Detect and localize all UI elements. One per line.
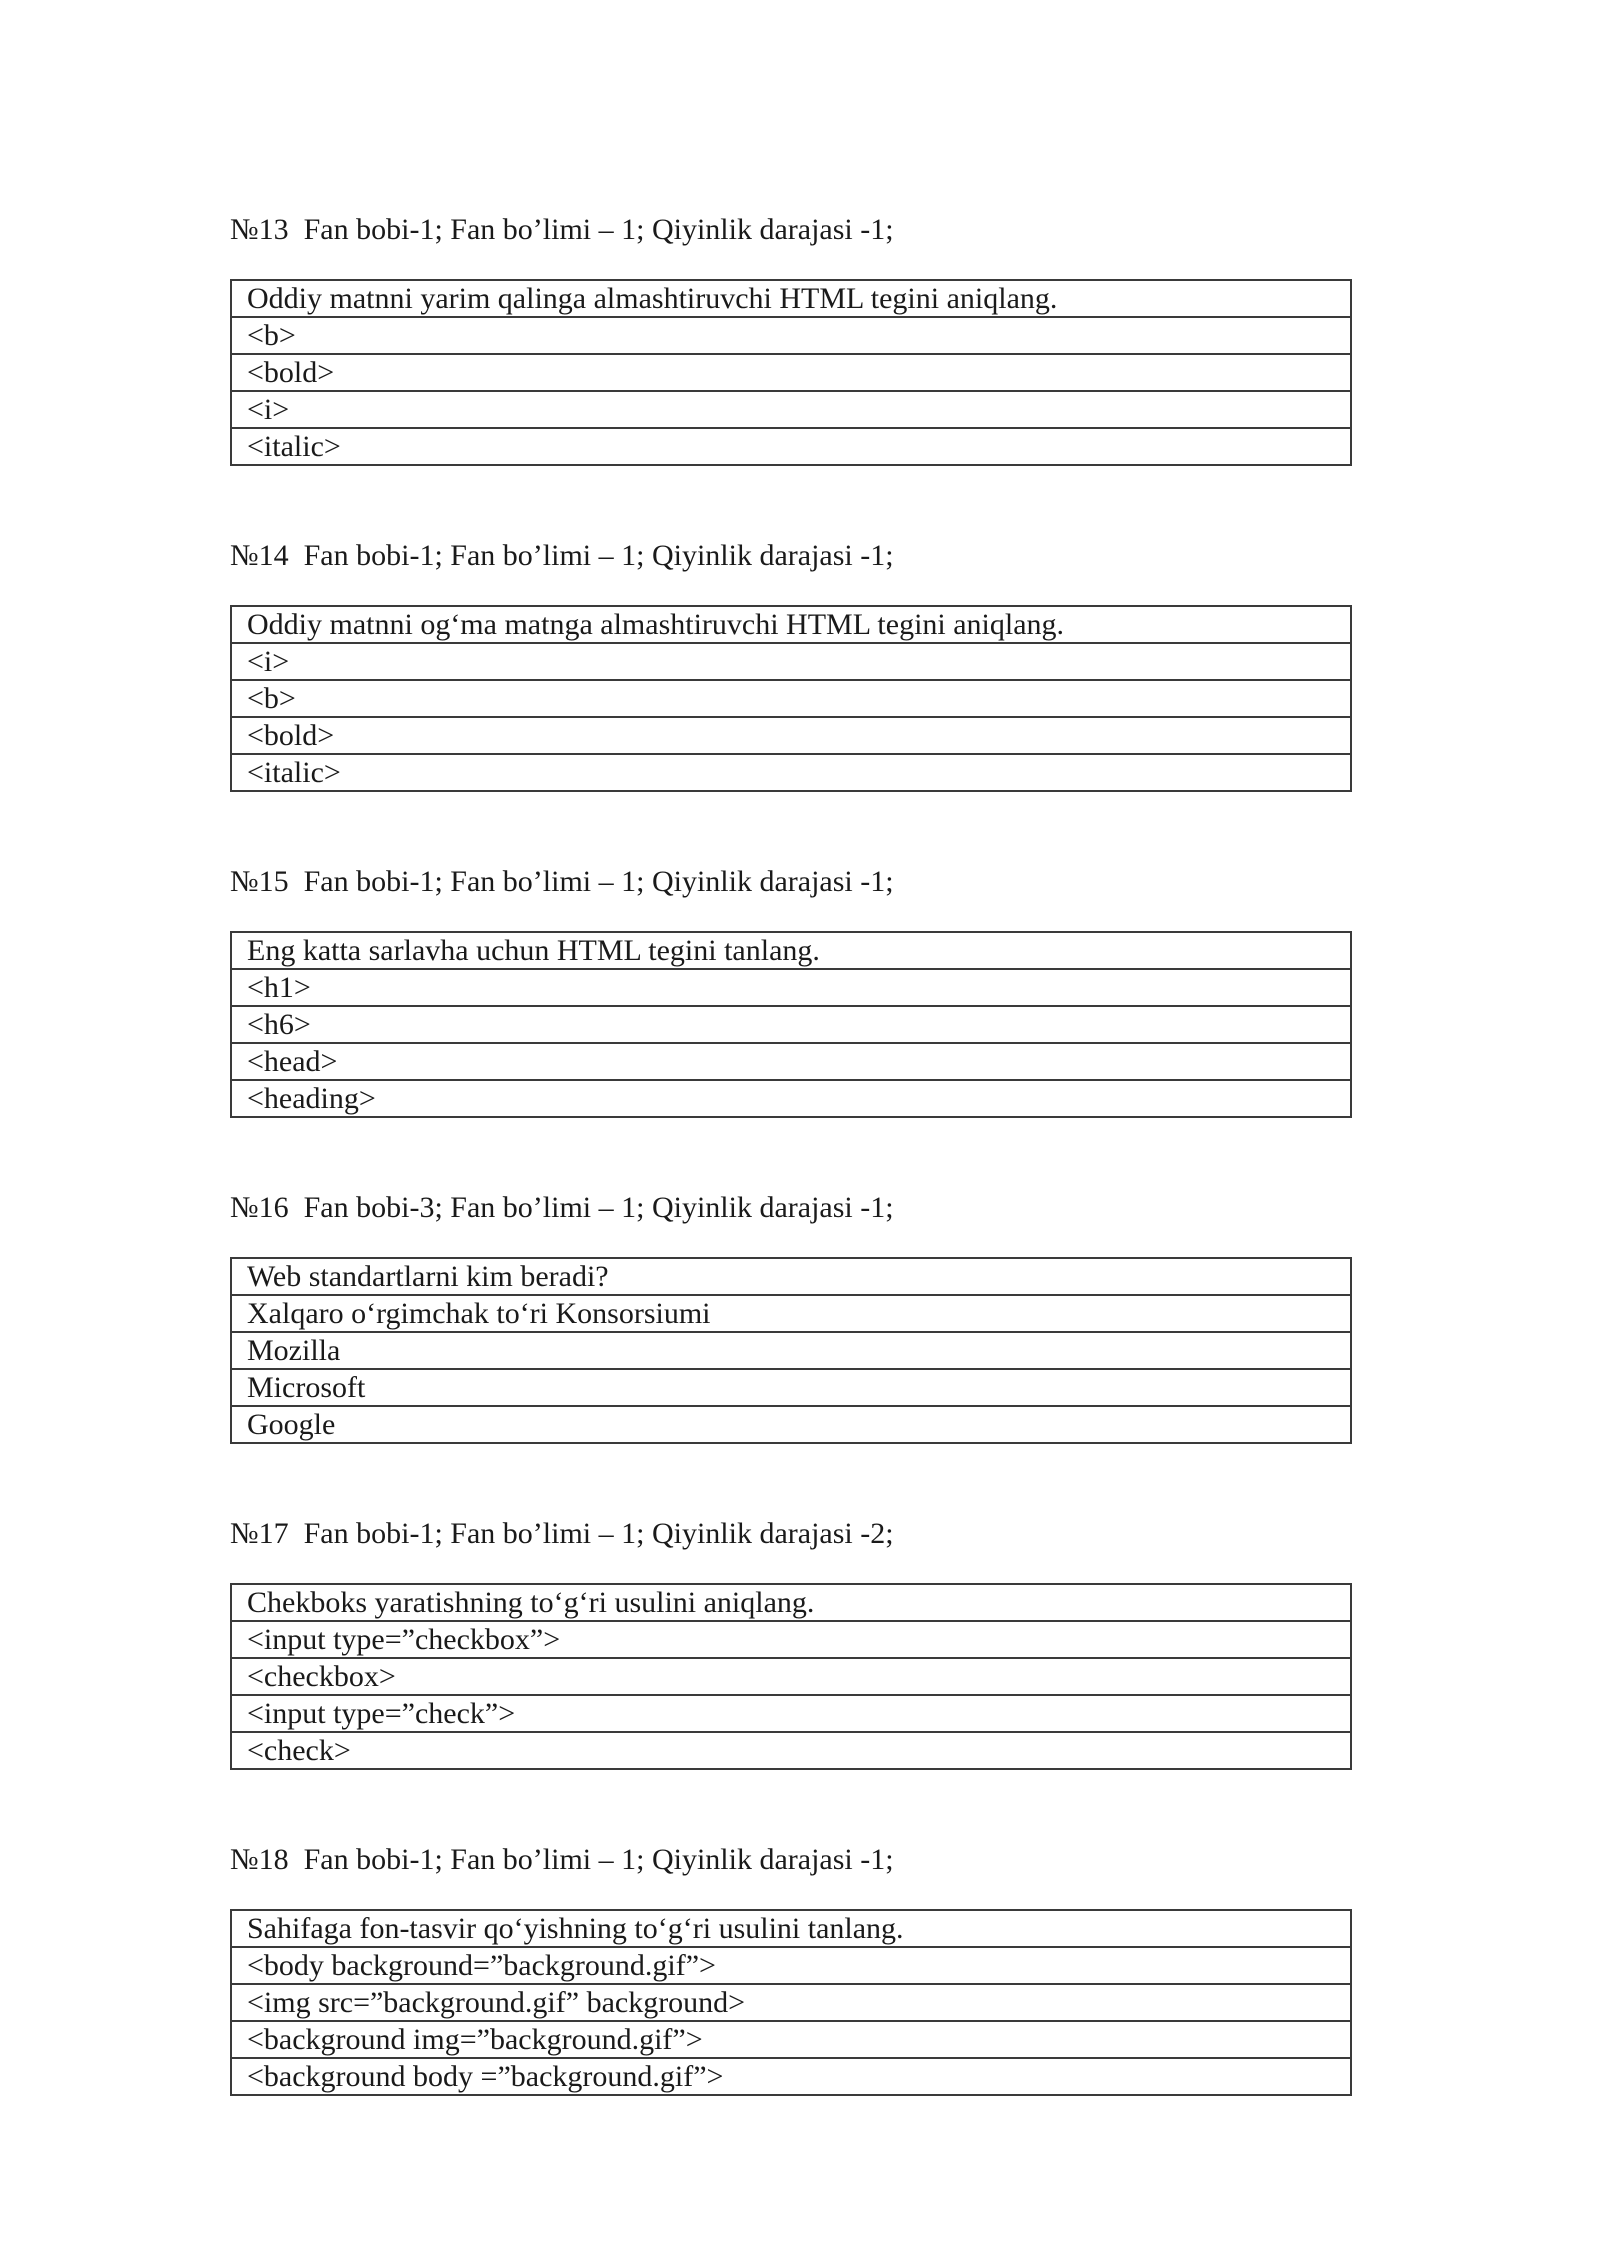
- question-table: [230, 931, 1352, 1118]
- answer-option: <check>: [231, 1732, 1351, 1769]
- question-heading: №17 Fan bobi-1; Fan bo’limi – 1; Qiyinlik darajasi -2;: [230, 1517, 894, 1550]
- answer-option: <italic>: [231, 428, 1351, 465]
- question-heading: №16 Fan bobi-3; Fan bo’limi – 1; Qiyinlik darajasi -1;: [230, 1191, 894, 1224]
- answer-option: <heading>: [231, 1080, 1351, 1117]
- question-14: [230, 536, 1352, 792]
- question-prompt: Sahifaga fon-tasvir qo‘yishning to‘g‘ri usulini tanlang.: [231, 1910, 1351, 1947]
- answer-option: Microsoft: [231, 1369, 1351, 1406]
- answer-option: <img src=”background.gif” background>: [231, 1984, 1351, 2021]
- question-table: [230, 1583, 1352, 1770]
- answer-option: <i>: [231, 643, 1351, 680]
- answer-option: <input type=”check”>: [231, 1695, 1351, 1732]
- question-18: [230, 1840, 1352, 2096]
- answer-option: <bold>: [231, 717, 1351, 754]
- question-list: [230, 210, 1352, 2166]
- answer-option: <background body =”background.gif”>: [231, 2058, 1351, 2095]
- answer-option: <h1>: [231, 969, 1351, 1006]
- answer-option: Xalqaro o‘rgimchak to‘ri Konsorsiumi: [231, 1295, 1351, 1332]
- question-heading: №13 Fan bobi-1; Fan bo’limi – 1; Qiyinlik darajasi -1;: [230, 213, 894, 246]
- answer-option: <b>: [231, 680, 1351, 717]
- question-15: [230, 862, 1352, 1118]
- answer-option: <input type=”checkbox”>: [231, 1621, 1351, 1658]
- question-17: [230, 1514, 1352, 1770]
- answer-option: <italic>: [231, 754, 1351, 791]
- question-prompt: Web standartlarni kim beradi?: [231, 1258, 1351, 1295]
- question-table: [230, 605, 1352, 792]
- answer-option: <background img=”background.gif”>: [231, 2021, 1351, 2058]
- question-13: [230, 210, 1352, 466]
- question-heading: №14 Fan bobi-1; Fan bo’limi – 1; Qiyinlik darajasi -1;: [230, 539, 894, 572]
- answer-option: <bold>: [231, 354, 1351, 391]
- question-prompt: Oddiy matnni yarim qalinga almashtiruvchi HTML tegini aniqlang.: [231, 280, 1351, 317]
- answer-option: <i>: [231, 391, 1351, 428]
- question-prompt: Chekboks yaratishning to‘g‘ri usulini aniqlang.: [231, 1584, 1351, 1621]
- question-prompt: Eng katta sarlavha uchun HTML tegini tanlang.: [231, 932, 1351, 969]
- question-heading: №15 Fan bobi-1; Fan bo’limi – 1; Qiyinlik darajasi -1;: [230, 865, 894, 898]
- question-16: [230, 1188, 1352, 1444]
- answer-option: Google: [231, 1406, 1351, 1443]
- question-prompt: Oddiy matnni og‘ma matnga almashtiruvchi HTML tegini aniqlang.: [231, 606, 1351, 643]
- answer-option: <head>: [231, 1043, 1351, 1080]
- question-table: [230, 1909, 1352, 2096]
- answer-option: Mozilla: [231, 1332, 1351, 1369]
- answer-option: <b>: [231, 317, 1351, 354]
- question-table: [230, 1257, 1352, 1444]
- answer-option: <h6>: [231, 1006, 1351, 1043]
- answer-option: <body background=”background.gif”>: [231, 1947, 1351, 1984]
- question-table: [230, 279, 1352, 466]
- answer-option: <checkbox>: [231, 1658, 1351, 1695]
- question-heading: №18 Fan bobi-1; Fan bo’limi – 1; Qiyinlik darajasi -1;: [230, 1843, 894, 1876]
